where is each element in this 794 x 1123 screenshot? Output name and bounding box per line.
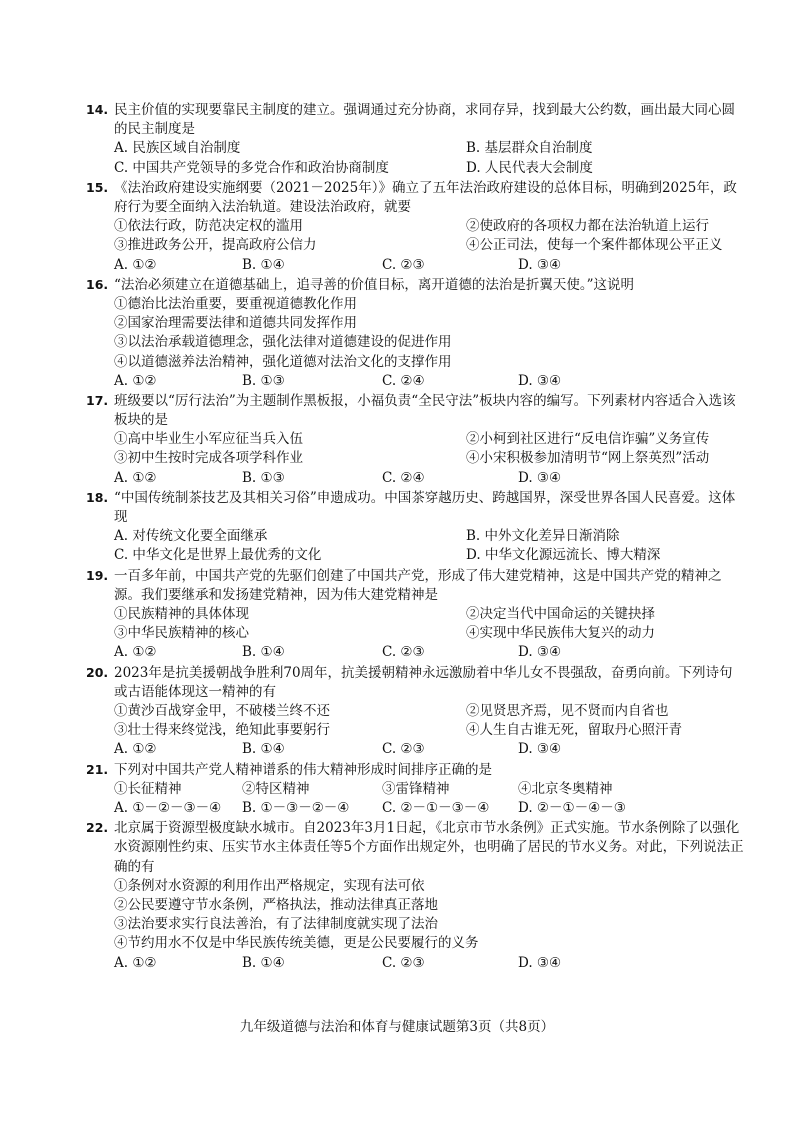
question-22 [86,818,746,973]
page-footer: 九年级道德与法治和体育与健康试题第3页（共8页） [239,1019,555,1035]
question-stem: 班级要以“厉行法治”为主题制作黑板报，小福负责“全民守法”板块内容的编写。下列素材内容适合入选该板块的是 [114,392,736,429]
answer-c: C. ②④ [382,372,425,389]
answer-a: A. ①－②－③－④ [114,799,222,816]
answer-c: C. ②④ [382,469,425,486]
answer-d: D. ②－①－④－③ [518,799,626,816]
statement-2: ②国家治理需要法律和道德共同发挥作用 [114,315,357,332]
answer-c: C. ②－①－③－④ [382,799,490,816]
answer-d: D. ③④ [518,741,562,758]
statement-4: ④小宋积极参加清明节“网上祭英烈”活动 [466,450,710,467]
question-19 [86,566,746,663]
question-stem: 2023年是抗美援朝战争胜利70周年，抗美援朝精神永远激励着中华儿女不畏强敌，奋勇向前。下列诗句或古语能体现这一精神的有 [114,664,733,700]
statement-1: ①依法行政，防范决定权的滥用 [114,218,303,235]
question-number: 16. [86,276,109,292]
option-a: A. 对传统文化要全面继承 [114,528,268,545]
question-14 [86,100,746,178]
question-stem: “中国传统制茶技艺及其相关习俗”申遗成功。中国茶穿越历史、跨越国界，深受世界各国人民喜爱。这体现 [114,489,736,526]
statement-2: ②使政府的各项权力都在法治轨道上运行 [466,218,709,235]
option-d: D. 人民代表大会制度 [466,159,593,176]
option-c: C. 中国共产党领导的多党合作和政治协商制度 [114,159,389,176]
question-20 [86,663,746,760]
statement-1: ①民族精神的具体体现 [114,606,249,623]
option-b: B. 中外文化差异日渐消除 [466,528,620,545]
answer-a: A. ①② [114,741,157,758]
answer-d: D. ③④ [518,469,562,486]
option-a: A. 民族区域自治制度 [114,140,241,157]
answer-b: B. ①③ [242,469,285,486]
question-number: 15. [86,179,109,195]
answer-a: A. ①② [114,954,157,971]
answer-b: B. ①④ [242,954,285,971]
statement-2: ②公民要遵守节水条例，严格执法，推动法律真正落地 [114,896,438,913]
question-18 [86,488,746,566]
statement-4: ④人生自古谁无死，留取丹心照汗青 [466,722,682,739]
answer-c: C. ②③ [382,741,425,758]
question-number: 14. [86,102,109,117]
answer-a: A. ①② [114,256,157,273]
answer-b: B. ①④ [242,741,285,758]
answer-b: B. ①－③－②－④ [242,799,350,816]
question-number: 17. [86,392,109,408]
statement-4: ④北京冬奥精神 [518,780,613,797]
answer-c: C. ②③ [382,644,425,661]
option-d: D. 中华文化源远流长、博大精深 [466,547,661,564]
statement-1: ①高中毕业生小军应征当兵入伍 [114,431,303,448]
question-stem: “法治必须建立在道德基础上，追寻善的价值目标，离开道德的法治是折翼天使。”这说明 [114,276,635,293]
statement-4: ④实现中华民族伟大复兴的动力 [466,625,655,642]
answer-a: A. ①② [114,469,157,486]
statement-2: ②特区精神 [242,780,310,797]
question-15 [86,178,746,275]
answer-d: D. ③④ [518,372,562,389]
statement-1: ①条例对水资源的利用作出严格规定，实现有法可依 [114,877,425,894]
statement-3: ③中华民族精神的核心 [114,625,249,642]
statement-4: ④以道德滋养法治精神，强化道德对法治文化的支撑作用 [114,353,452,370]
statement-3: ③推进政务公开，提高政府公信力 [114,237,317,254]
answer-b: B. ①④ [242,256,285,273]
question-number: 18. [86,489,109,505]
answer-c: C. ②③ [382,954,425,971]
statement-3: ③以法治承载道德理念，强化法律对道德建设的促进作用 [114,334,452,351]
question-stem: 民主价值的实现要靠民主制度的建立。强调通过充分协商，求同存异，找到最大公约数，画出最大同心圆的民主制度是 [114,102,735,138]
statement-3: ③雷锋精神 [382,780,450,797]
answer-c: C. ②③ [382,256,425,273]
question-stem: 下列对中国共产党人精神谱系的伟大精神形成时间排序正确的是 [114,761,492,778]
statement-1: ①长征精神 [114,780,182,797]
option-c: C. 中华文化是世界上最优秀的文化 [114,547,322,564]
statement-3: ③壮士得来终觉浅，绝知此事要躬行 [114,722,330,739]
question-number: 22. [86,820,109,836]
statement-2: ②小柯到社区进行“反电信诈骗”义务宣传 [466,431,710,448]
statement-2: ②决定当代中国命运的关键抉择 [466,606,655,623]
question-stem: 一百多年前，中国共产党的先驱们创建了中国共产党，形成了伟大建党精神，这是中国共产党的精神之源。我们要继承和发扬建党精神，因为伟大建党精神是 [114,567,722,603]
answer-d: D. ③④ [518,644,562,661]
question-21 [86,760,746,819]
answer-d: D. ③④ [518,954,562,971]
statement-4: ④公正司法，使每一个案件都体现公平正义 [466,237,723,254]
statement-1: ①黄沙百战穿金甲，不破楼兰终不还 [114,703,330,720]
question-list [86,100,746,973]
statement-3: ③初中生按时完成各项学科作业 [114,450,303,467]
answer-b: B. ①④ [242,644,285,661]
question-17 [86,391,746,488]
answer-a: A. ①② [114,372,157,389]
answer-b: B. ①③ [242,372,285,389]
question-stem: 《法治政府建设实施纲要（2021－2025年）》确立了五年法治政府建设的总体目标，明确到2025年，政府行为要全面纳入法治轨道。建设法治政府，就要 [114,179,737,215]
option-b: B. 基层群众自治制度 [466,140,593,157]
statement-3: ③法治要求实行良法善治，有了法律制度就实现了法治 [114,916,438,933]
question-number: 21. [86,761,109,777]
statement-2: ②见贤思齐焉，见不贤而内自省也 [466,703,669,720]
question-number: 19. [86,567,109,583]
question-16 [86,275,746,391]
question-number: 20. [86,664,109,680]
statement-1: ①德治比法治重要，要重视道德教化作用 [114,295,357,312]
question-stem: 北京属于资源型极度缺水城市。自2023年3月1日起，《北京市节水条例》正式实施。节水条例除了以强化水资源刚性约束、压实节水主体责任等5个方面作出规定外，也明确了居民的节水义务。对此，下列说法正确的有 [114,820,744,875]
answer-a: A. ①② [114,644,157,661]
answer-d: D. ③④ [518,256,562,273]
statement-4: ④节约用水不仅是中华民族传统美德，更是公民要履行的义务 [114,935,479,952]
